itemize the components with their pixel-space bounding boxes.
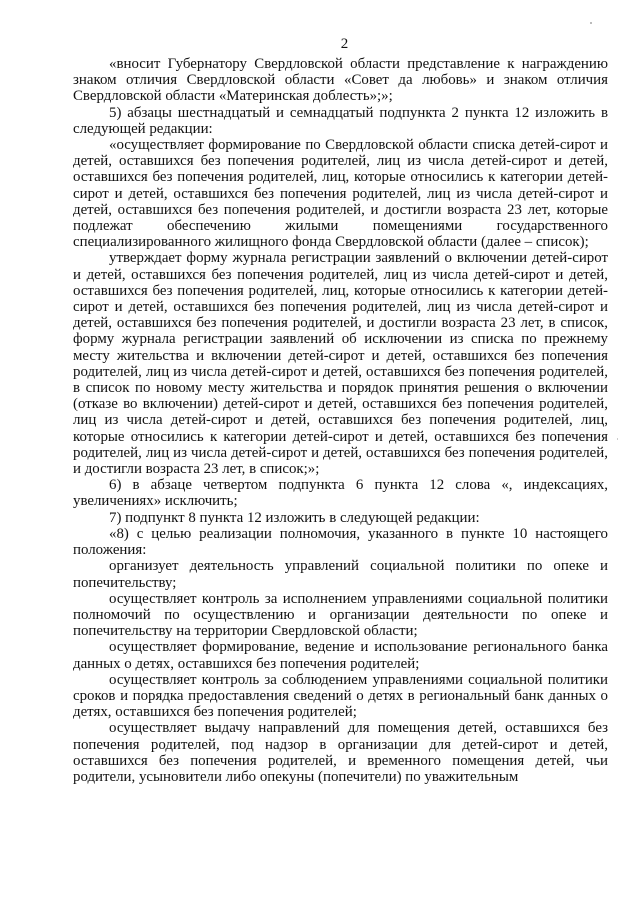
paragraph-control-deadlines: осуществляет контроль за соблюдением управлениями социальной политики сроков и порядка предоставления сведений о детях в региональный банк данных о детях, оставшихся без попечения родителей; (73, 671, 608, 721)
document-body (73, 56, 608, 785)
paragraph-regional-databank: осуществляет формирование, ведение и использование регионального банка данных о детях, оставшихся без попечения родителей; (73, 639, 608, 672)
scan-speck (590, 22, 592, 24)
paragraph-subitem-8: «8) с целью реализации полномочия, указанного в пункте 10 настоящего положения: (73, 525, 608, 559)
scan-speck (617, 438, 618, 440)
paragraph-control-execution: осуществляет контроль за исполнением управлениями социальной политики полномочий по осуществлению и организации деятельности по опеке и попечительству на территории Свердловской области; (73, 590, 608, 640)
paragraph-orphan-list-formation: «осуществляет формирование по Свердловской области списка детей-сирот и детей, оставшихся без попечения родителей, лиц из числа детей-сирот и детей, оставшихся без попечения родителей, лиц, которые относились к категории детей-сирот и детей, оставшихся без попечения родителей, лиц из числа детей-сирот и детей, оставшихся без попечения родителей, и достигли возраста 23 лет, которые подлежат обеспечению жилыми помещениями государственного специализированного жилищного фонда Свердловской области (далее – список); (73, 137, 608, 251)
paragraph-item-7: 7) подпункт 8 пункта 12 изложить в следующей редакции: (109, 509, 480, 526)
paragraph-nomination-clause: «вносит Губернатору Свердловской области представление к награждению знаком отличия Свердловской области «Совет да любовь» и знаком отличия Свердловской области «Материнская доблесть»;»; (73, 56, 608, 105)
page-number: 2 (340, 36, 349, 52)
paragraph-organizes-guardianship: организует деятельность управлений социальной политики по опеке и попечительству; (73, 558, 608, 591)
paragraph-issuing-referrals: осуществляет выдачу направлений для помещения детей, оставшихся без попечения родителей, под надзор в организации для детей-сирот и детей, оставшихся без попечения родителей, и временного помещения детей, чьи родители, усыновители либо опекуны (попечители) по уважительным (73, 720, 608, 785)
paragraph-registration-journal: утверждает форму журнала регистрации заявлений о включении детей-сирот и детей, оставшихся без попечения родителей, лиц из числа детей-сирот и детей, оставшихся без попечения родителей, лиц, которые относились к категории детей-сирот и детей, оставшихся без попечения родителей, лиц из числа детей-сирот и детей, оставшихся без попечения родителей, и достигли возраста 23 лет, в список, форму журнала регистрации заявлений об исключении из списка по прежнему месту жительства и включении детей-сирот и детей, оставшихся без попечения родителей, лиц из числа детей-сирот и детей, оставшихся без попечения родителей, в список по новому месту жительства и порядок принятия решения о включении (отказе во включении) детей-сирот и детей, оставшихся без попечения родителей, лиц из числа детей-сирот и детей, оставшихся без попечения родителей, лиц, которые относились к категории детей-сирот и детей, оставшихся без попечения родителей, лиц из числа детей-сирот и детей, оставшихся без попечения родителей, и достигли возраста 23 лет, в список;»; (73, 250, 608, 478)
paragraph-item-5: 5) абзацы шестнадцатый и семнадцатый подпункта 2 пункта 12 изложить в следующей редакции: (73, 104, 608, 137)
paragraph-item-6: 6) в абзаце четвертом подпункта 6 пункта 12 слова «, индексациях, увеличениях» исключить; (73, 477, 608, 510)
